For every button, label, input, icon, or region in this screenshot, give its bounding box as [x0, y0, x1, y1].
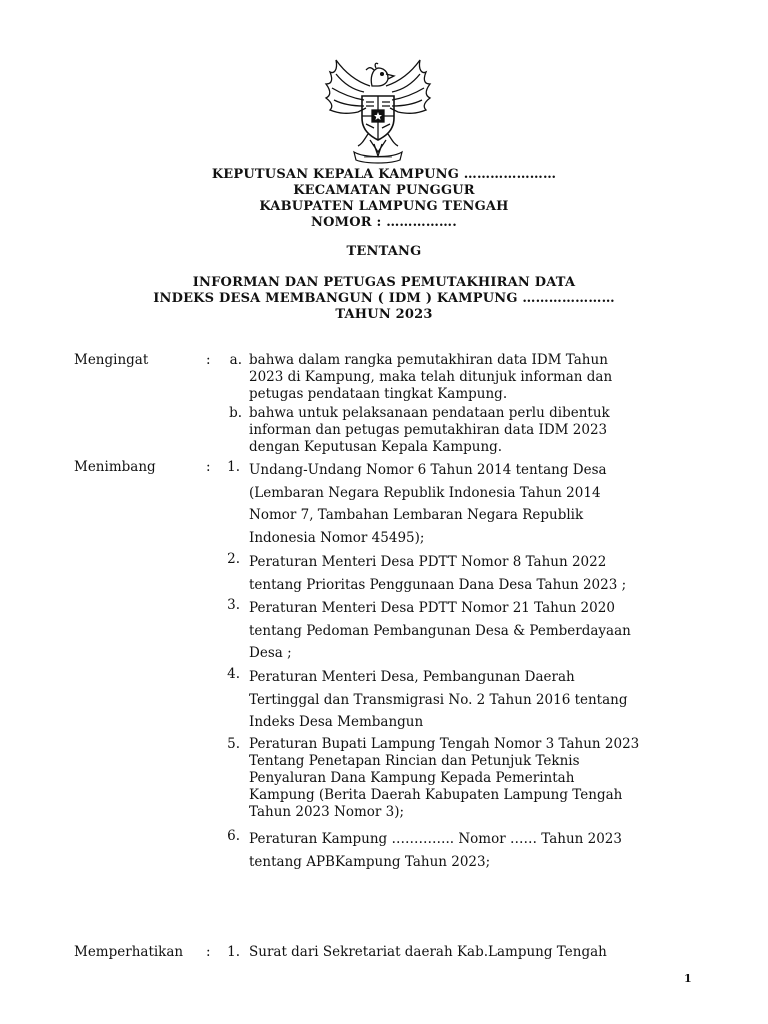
menimbang-item-5-line-4: Kampung (Berita Daerah Kabupaten Lampung Tengah: [249, 787, 623, 803]
subject-line-1: INFORMAN DAN PETUGAS PEMUTAKHIRAN DATA: [192, 275, 576, 290]
memperhatikan-item-1-line-1: Surat dari Sekretariat daerah Kab.Lampung Tengah: [249, 944, 607, 960]
menimbang-item-3-line-1: Peraturan Menteri Desa PDTT Nomor 21 Tahun 2020: [249, 600, 615, 616]
menimbang-item-5: [249, 736, 686, 821]
menimbang-item-2: [249, 551, 686, 597]
menimbang-item-1-number: 1.: [227, 459, 240, 475]
menimbang-item-5-number: 5.: [227, 736, 240, 752]
menimbang-item-6-line-1: Peraturan Kampung ………….. Nomor …… Tahun 2023: [249, 831, 622, 847]
menimbang-item-4-line-2: Tertinggal dan Transmigrasi No. 2 Tahun 2016 tentang: [249, 691, 628, 708]
menimbang-item-1-line-2: (Lembaran Negara Republik Indonesia Tahun 2014: [249, 484, 601, 501]
memperhatikan-item-1: [249, 944, 686, 961]
menimbang-item-1-line-3: Nomor 7, Tambahan Lembaran Negara Republik: [249, 507, 584, 523]
mengingat-b-line-2: informan dan petugas pemutakhiran data IDM 2023: [249, 422, 608, 438]
menimbang-item-5-line-2: Tentang Penetapan Rincian dan Petunjuk Teknis: [249, 753, 580, 769]
menimbang-item-6: [249, 828, 686, 874]
mengingat-a-line-3: petugas pendataan tingkat Kampung.: [249, 386, 508, 402]
menimbang-item-5-line-1: Peraturan Bupati Lampung Tengah Nomor 3 Tahun 2023: [249, 736, 640, 752]
mengingat-a-marker: a.: [229, 352, 242, 368]
mengingat-a-line-2: 2023 di Kampung, maka telah ditunjuk informan dan: [249, 369, 613, 385]
menimbang-item-2-line-2: tentang Prioritas Penggunaan Dana Desa Tahun 2023 ;: [249, 577, 627, 593]
menimbang-item-3-line-2: tentang Pedoman Pembangunan Desa & Pemberdayaan: [249, 622, 631, 639]
mengingat-b-line-3: dengan Keputusan Kepala Kampung.: [249, 439, 503, 455]
memperhatikan-item-1-number: 1.: [227, 944, 240, 960]
mengingat-a-line-1: bahwa dalam rangka pemutakhiran data IDM Tahun: [249, 352, 608, 368]
title-line-3: KABUPATEN LAMPUNG TENGAH: [259, 199, 509, 214]
menimbang-item-2-line-1: Peraturan Menteri Desa PDTT Nomor 8 Tahun 2022: [249, 554, 607, 570]
menimbang-item-3: [249, 597, 686, 665]
menimbang-item-6-number: 6.: [227, 828, 240, 844]
mengingat-b-text: [249, 405, 686, 456]
menimbang-item-5-line-5: Tahun 2023 Nomor 3);: [249, 804, 405, 820]
mengingat-b-line-1: bahwa untuk pelaksanaan pendataan perlu dibentuk: [249, 405, 610, 421]
menimbang-item-4-number: 4.: [227, 666, 240, 682]
menimbang-item-4: [249, 666, 686, 734]
tentang-heading: TENTANG: [346, 244, 422, 259]
garuda-emblem-icon: [318, 56, 438, 166]
menimbang-item-6-line-2: tentang APBKampung Tahun 2023;: [249, 854, 491, 870]
subject-line-2: INDEKS DESA MEMBANGUN ( IDM ) KAMPUNG …………………: [153, 291, 615, 306]
menimbang-item-4-line-3: Indeks Desa Membangun: [249, 714, 424, 730]
menimbang-item-1: [249, 459, 686, 549]
mengingat-a-text: [249, 352, 686, 403]
mengingat-label: Mengingat: [74, 352, 149, 368]
page-number: 1: [684, 972, 692, 985]
menimbang-item-3-number: 3.: [227, 597, 240, 613]
menimbang-colon: :: [206, 459, 211, 475]
mengingat-b-marker: b.: [229, 405, 242, 421]
mengingat-colon: :: [206, 352, 211, 368]
title-line-1: KEPUTUSAN KEPALA KAMPUNG …………………: [211, 167, 557, 182]
menimbang-item-5-line-3: Penyaluran Dana Kampung Kepada Pemerintah: [249, 770, 575, 786]
title-number-line: NOMOR : …………….: [311, 215, 457, 230]
menimbang-item-1-line-4: Indonesia Nomor 45495);: [249, 529, 425, 546]
menimbang-item-1-line-1: Undang-Undang Nomor 6 Tahun 2014 tentang Desa: [249, 462, 607, 478]
subject-line-3: TAHUN 2023: [335, 307, 433, 322]
title-line-2: KECAMATAN PUNGGUR: [293, 183, 475, 198]
menimbang-item-2-number: 2.: [227, 551, 240, 567]
memperhatikan-colon: :: [206, 944, 211, 960]
menimbang-item-3-line-3: Desa ;: [249, 645, 292, 661]
memperhatikan-label: Memperhatikan: [74, 944, 184, 960]
menimbang-label: Menimbang: [74, 459, 156, 475]
menimbang-item-4-line-1: Peraturan Menteri Desa, Pembangunan Daerah: [249, 669, 575, 685]
